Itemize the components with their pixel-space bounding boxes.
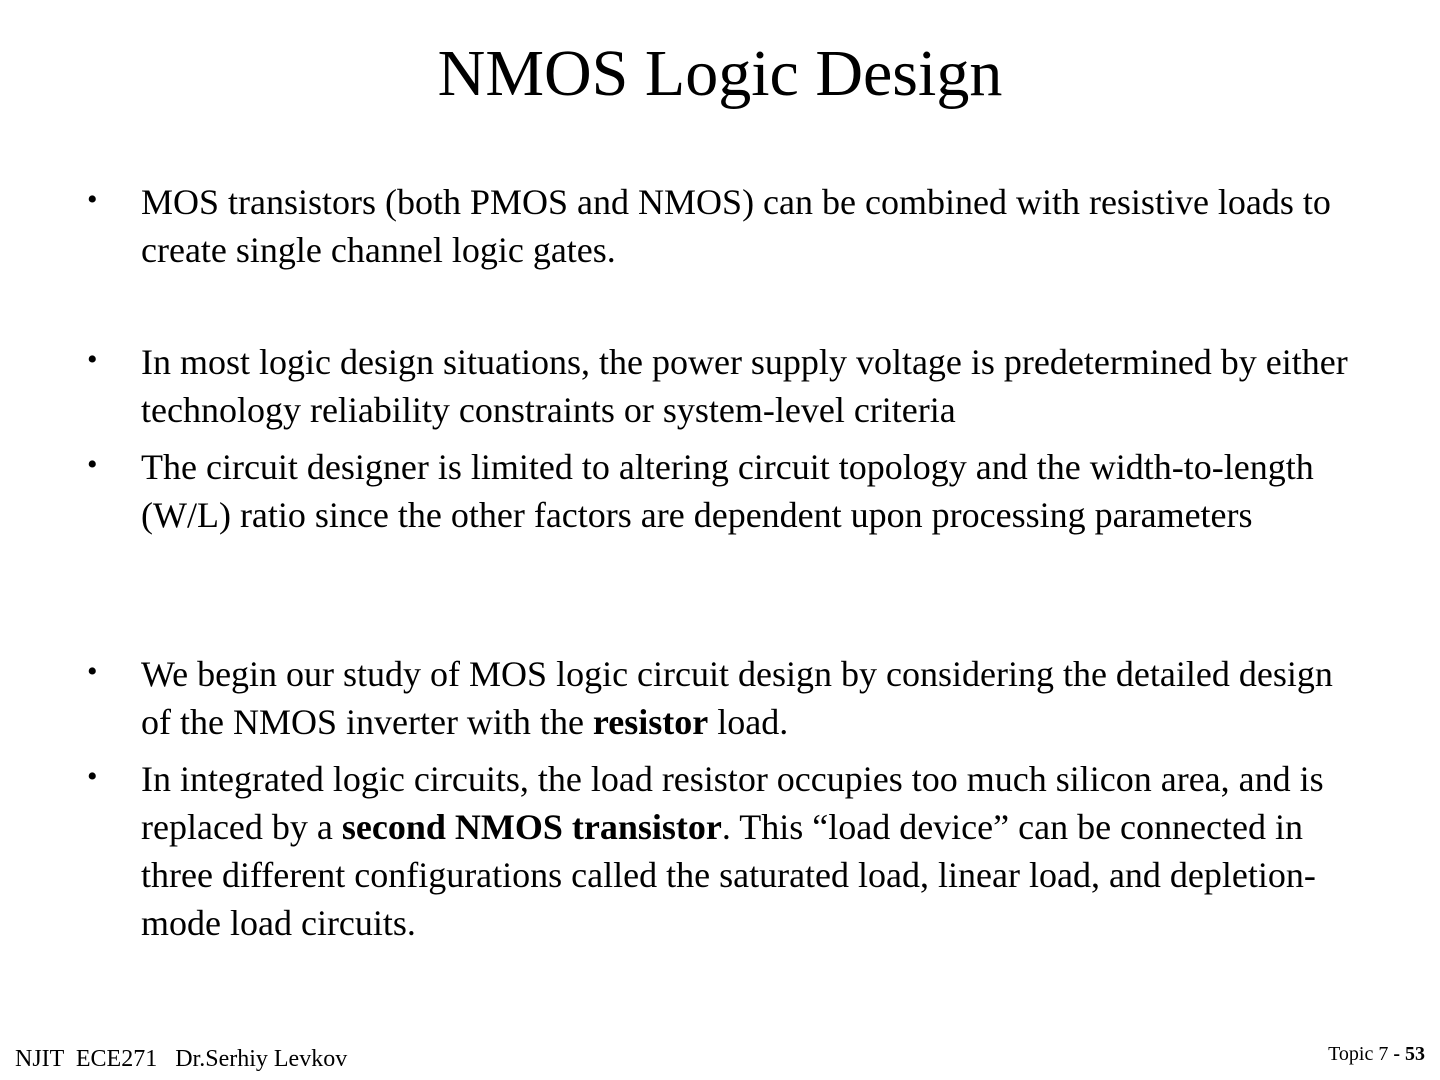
bullet-text-part: . This “load device” can be connected in three different configurations called the saturated load, linear load, and depletion-mode load circuits. bbox=[141, 807, 1316, 943]
bullet-text-part: We begin our study of MOS logic circuit design by considering the detailed design of the NMOS inverter with the bbox=[141, 654, 1333, 742]
bullet-text-part: load. bbox=[708, 702, 789, 742]
footer-page-number: 53 bbox=[1405, 1043, 1425, 1065]
bullet-item bbox=[87, 650, 1356, 746]
bullet-text-emphasis: second NMOS transistor bbox=[341, 807, 722, 847]
bullet-marker: • bbox=[87, 448, 98, 481]
bullet-text: MOS transistors (both PMOS and NMOS) can be combined with resistive loads to create single channel logic gates. bbox=[141, 182, 1331, 270]
bullet-marker: • bbox=[87, 183, 98, 216]
bullet-marker: • bbox=[87, 343, 98, 376]
footer-page-separator: - bbox=[1393, 1043, 1405, 1065]
footer-page-label bbox=[1328, 1040, 1425, 1068]
bullet-item bbox=[87, 338, 1356, 434]
bullet-item bbox=[87, 178, 1356, 274]
bullet-text-part: In integrated logic circuits, the load resistor occupies too much silicon area, and is replaced by a bbox=[141, 759, 1324, 847]
bullet-marker: • bbox=[87, 655, 98, 688]
bullet-item bbox=[87, 443, 1356, 539]
bullet-text: The circuit designer is limited to altering circuit topology and the width-to-length (W/L) ratio since the other factors are dependent upon processing parameters bbox=[141, 447, 1314, 535]
footer-course-info: NJIT ECE271 Dr.Serhiy Levkov bbox=[15, 1046, 348, 1072]
footer-topic-label: Topic 7 bbox=[1328, 1043, 1394, 1065]
slide-title: NMOS Logic Design bbox=[437, 37, 1003, 110]
bullet-item bbox=[87, 755, 1356, 947]
bullet-text-emphasis: resistor bbox=[592, 702, 709, 742]
bullet-marker: • bbox=[87, 760, 98, 793]
bullet-text: In most logic design situations, the power supply voltage is predetermined by either technology reliability constraints or system-level criteria bbox=[141, 342, 1348, 430]
